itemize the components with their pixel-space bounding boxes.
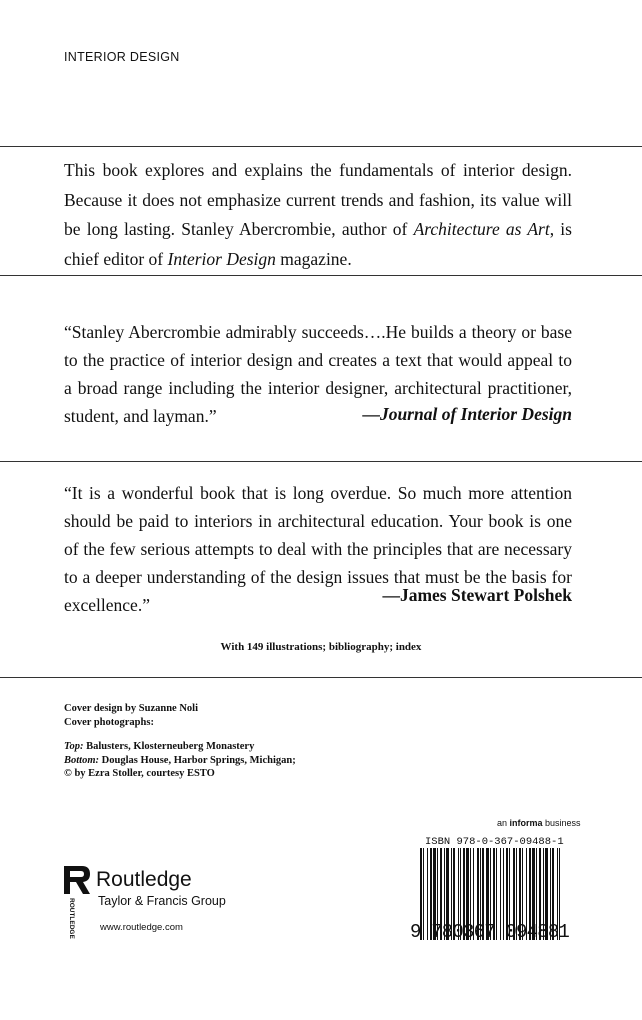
review-attribution: —Journal of Interior Design xyxy=(362,404,572,424)
isbn-text: ISBN 978-0-367-09488-1 xyxy=(425,836,564,848)
cover-photos-label: Cover photographs: xyxy=(64,716,154,728)
routledge-logo-icon xyxy=(62,862,92,939)
routledge-vertical-text: ROUTLEDGE xyxy=(68,898,75,939)
publisher-url: www.routledge.com xyxy=(100,922,183,933)
divider xyxy=(0,275,642,276)
barcode-number: 9 780367 094881 xyxy=(410,921,570,943)
divider xyxy=(0,677,642,678)
publisher-group: Taylor & Francis Group xyxy=(98,894,226,908)
top-photo-credit: Top: Balusters, Klosterneuberg Monastery xyxy=(64,741,255,752)
divider xyxy=(0,461,642,462)
divider xyxy=(0,146,642,147)
copyright-credit: © by Ezra Stoller, courtesy ESTO xyxy=(64,768,215,779)
publisher-name: Routledge xyxy=(96,868,192,891)
cover-design-credit: Cover design by Suzanne Noli xyxy=(64,703,198,714)
review-attribution: —James Stewart Polshek xyxy=(382,585,572,605)
review-quote: “It is a wonderful book that is long overdue. So much more attention should be paid to interiors in architectural education. Your book is one of the few serious attempts to deal with the principles that are necessary to a deeper understanding of the design issues that must be the basis for excellence.” xyxy=(64,483,572,615)
category-label: INTERIOR DESIGN xyxy=(64,50,180,64)
informa-tagline: an informa business xyxy=(497,818,581,828)
illustrations-note: With 149 illustrations; bibliography; index xyxy=(220,641,422,653)
review-quote: “Stanley Abercrombie admirably succeeds….He builds a theory or base to the practice of interior design and creates a text that would appeal to a broad range including the interior designer, architectural practitioner, student, and layman.” xyxy=(64,322,572,426)
book-description: This book explores and explains the fundamentals of interior design. Because it does not emphasize current trends and fashion, its value will be long lasting. Stanley Abercrombie, author of Architecture as Art, is chief editor of Interior Design magazine. xyxy=(64,160,572,269)
cover-credits xyxy=(64,702,296,781)
bottom-photo-credit: Bottom: Douglas House, Harbor Springs, Michigan; xyxy=(64,754,296,766)
